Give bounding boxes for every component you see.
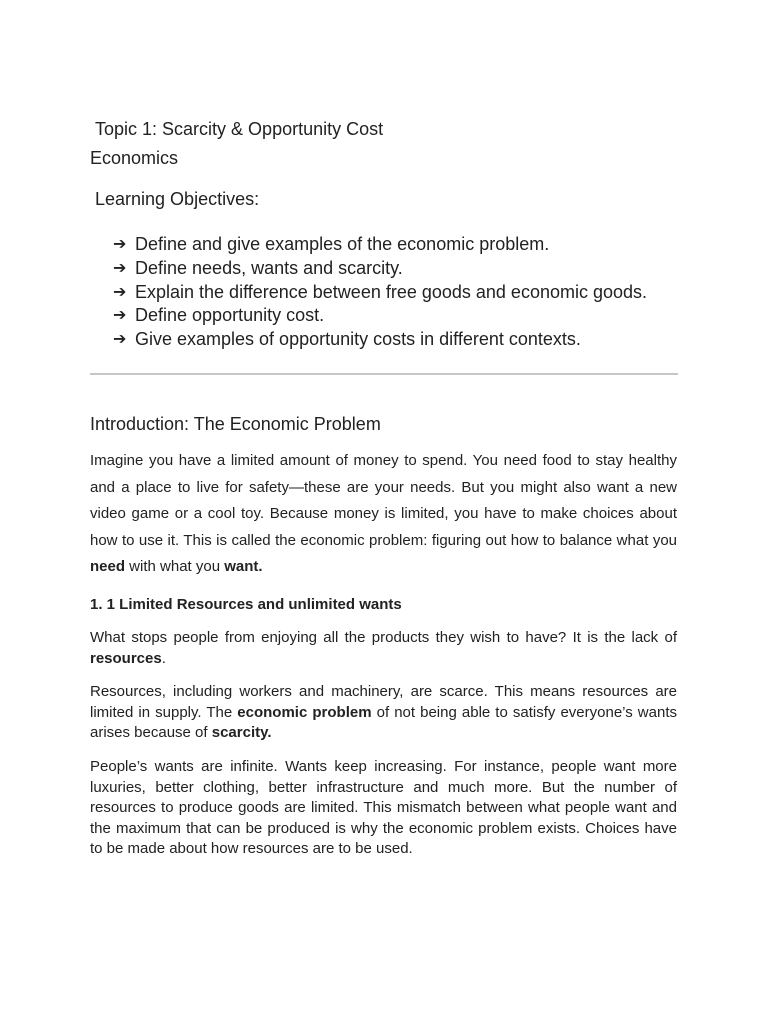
introduction-heading: Introduction: The Economic Problem bbox=[90, 414, 381, 434]
bold-term-economic-problem: economic problem bbox=[237, 703, 372, 721]
bold-term-scarcity: scarcity. bbox=[211, 724, 272, 742]
list-item bbox=[113, 304, 693, 328]
objective-text: Give examples of opportunity costs in different contexts. bbox=[135, 329, 581, 350]
topic-title: Topic 1: Scarcity & Opportunity Cost bbox=[95, 119, 384, 139]
paragraph-text: Imagine you have a limited amount of money to spend. You need food to stay healthy and a place to live for safety—these are your needs. But you might also want a new video game or a cool toy. Because money is limited, you have to make choices about how to use it. This is called the economic problem: figuring out how to balance what you bbox=[90, 452, 677, 549]
arrow-right-icon: ➔ bbox=[113, 331, 127, 349]
learning-objectives-list bbox=[113, 233, 693, 352]
objective-text: Explain the difference between free goods and economic goods. bbox=[135, 281, 648, 302]
bold-term-need: need bbox=[90, 558, 126, 575]
list-item bbox=[113, 281, 693, 305]
introduction-paragraph bbox=[90, 448, 677, 581]
bold-term-resources: resources bbox=[90, 649, 162, 667]
section-heading: 1. 1 Limited Resources and unlimited wants bbox=[90, 596, 402, 613]
bold-term-want: want. bbox=[224, 558, 263, 575]
arrow-right-icon: ➔ bbox=[113, 283, 127, 301]
objective-text: Define opportunity cost. bbox=[135, 305, 325, 326]
subject-label: Economics bbox=[90, 148, 179, 168]
paragraph-text: Resources, including workers and machinery, are scarce. This means resources are limited in supply. The bbox=[90, 683, 677, 721]
section-divider bbox=[90, 373, 678, 375]
arrow-right-icon: ➔ bbox=[113, 259, 127, 277]
paragraph-text: . bbox=[161, 649, 166, 667]
objective-text: Define and give examples of the economic problem. bbox=[135, 234, 550, 254]
paragraph-text: with what you bbox=[125, 558, 225, 575]
paragraph-wants: People’s wants are infinite. Wants keep increasing. For instance, people want more luxuries, better clothing, better infrastructure and much more. But the number of resources to produce goods are limited. This mismatch between what people want and the maximum that can be produced is why the economic problem exists. Choices have to be made about how resources are to be used. bbox=[90, 758, 677, 858]
learning-objectives-heading: Learning Objectives: bbox=[95, 189, 260, 209]
arrow-right-icon: ➔ bbox=[113, 236, 127, 253]
list-item bbox=[113, 257, 693, 281]
paragraph-resources bbox=[90, 628, 677, 669]
list-item bbox=[113, 328, 693, 352]
paragraph-text: What stops people from enjoying all the products they wish to have? It is the lack of bbox=[90, 629, 677, 646]
objective-text: Define needs, wants and scarcity. bbox=[135, 257, 403, 278]
arrow-right-icon: ➔ bbox=[113, 307, 127, 325]
paragraph-text: of not being able to satisfy everyone’s wants arises because of bbox=[90, 703, 677, 742]
list-item bbox=[113, 233, 693, 257]
paragraph-scarcity bbox=[90, 682, 677, 744]
